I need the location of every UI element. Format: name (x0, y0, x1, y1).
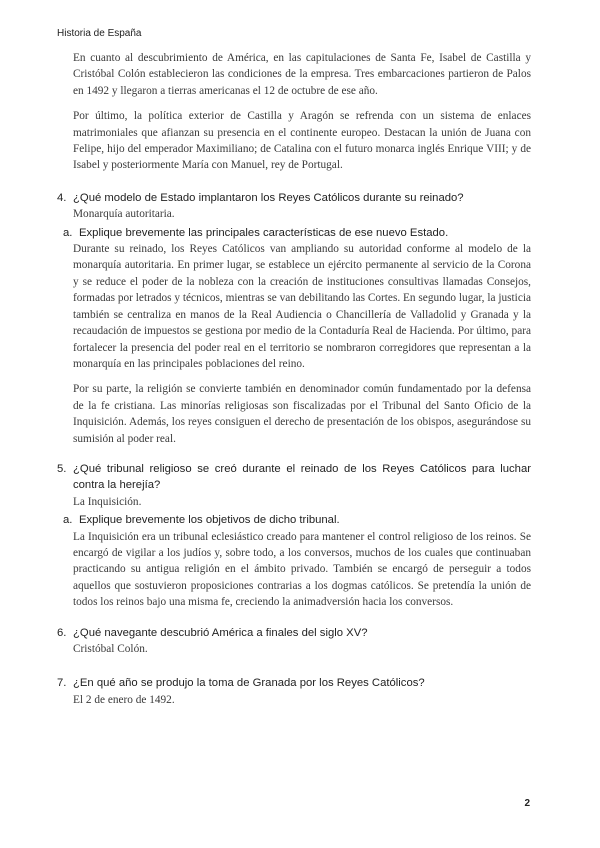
sub-question-letter: a. (63, 226, 73, 239)
intro-paragraph: En cuanto al descubrimiento de América, en las capitulaciones de Santa Fe, Isabel de Castilla y Cristóbal Colón establecieron las condiciones de la empresa. Tres embarcaciones partieron de Palos en 1492 y llegaron a tierras americanas el 12 de octubre de ese año. (73, 52, 531, 97)
question-text: ¿En qué año se produjo la toma de Granada por los Reyes Católicos? (73, 677, 425, 690)
answer-text: Monarquía autoritaria. (73, 208, 175, 221)
sub-question-letter: a. (63, 514, 73, 527)
question-number: 4. (57, 191, 67, 204)
question-number: 5. (57, 462, 67, 475)
question-number: 7. (57, 677, 67, 690)
answer-paragraph: La Inquisición era un tribunal eclesiástico creado para mantener el control religioso de los reinos. Se encargó de vigilar a los judíos y, sobre todo, a los conversos, muchos de los cuales que continuaban practicando su antigua religión en el ámbito privado. También se encargó de perseguir a todos aquellos que sostuvieron proposiciones contrarias a los dogmas católicos. Se pretendía la unión de todos los reinos bajo una misma fe, creciendo la animadversión hacia los conversos. (73, 530, 531, 609)
intro-paragraph: Por último, la política exterior de Castilla y Aragón se refrenda con un sistema de enlaces matrimoniales que afianzan su presencia en el continente europeo. Destacan la unión de Juana con Felipe, hijo del emperador Maximiliano; de Catalina con el futuro monarca inglés Enrique VIII; y de Isabel y posteriormente María con Manuel, rey de Portugal. (73, 110, 531, 172)
page-number: 2 (524, 798, 530, 809)
sub-question (63, 512, 531, 528)
question-text: ¿Qué modelo de Estado implantaron los Reyes Católicos durante su reinado? (73, 191, 464, 204)
question-4 (57, 190, 531, 447)
sub-question-text: Explique brevemente los objetivos de dicho tribunal. (79, 514, 340, 527)
page-body (57, 50, 531, 710)
answer-paragraph: Por su parte, la religión se convierte también en denominador común fundamentado por la defensa de la fe cristiana. Las minorías religiosas son fiscalizadas por el Tribunal del Santo Oficio de la Inquisición. Además, los reyes consiguen el derecho de presentación de los obispos, asegurándose su sumisión al poder real. (73, 383, 531, 445)
answer-text: La Inquisición. (73, 495, 142, 508)
question-7 (57, 675, 531, 708)
answer-paragraph: Durante su reinado, los Reyes Católicos van ampliando su autoridad conforme al modelo de la monarquía autoritaria. En primer lugar, se establece un ejército permanente al servicio de la Corona y se reduce el poder de la nobleza con la creación de instituciones consultivas llamadas Consejos, formadas por letrados y técnicos, mientras se van debilitando las Cortes. En segundo lugar, la justicia también se centraliza en manos de la Real Audiencia o Chancillería de Valladolid y Granada y la recaudación de impuestos se gestiona por medio de la Contaduría Real de Hacienda. Por último, para fortalecer la presencia del poder real en el territorio se nombraron corregidores que representan a la monarquía en las principales poblaciones del reino. (73, 243, 531, 370)
question-number: 6. (57, 626, 67, 639)
sub-question (63, 225, 531, 241)
answer-text: Cristóbal Colón. (73, 643, 148, 655)
question-5 (57, 461, 531, 611)
question-text: ¿Qué navegante descubrió América a finales del siglo XV? (73, 626, 368, 639)
running-header: Historia de España (57, 28, 142, 39)
question-text: ¿Qué tribunal religioso se creó durante el reinado de los Reyes Católicos para luchar contra la herejía? (73, 462, 531, 492)
sub-question-text: Explique brevemente las principales características de ese nuevo Estado. (79, 226, 449, 239)
answer-text: El 2 de enero de 1492. (73, 693, 175, 706)
question-6 (57, 625, 531, 658)
